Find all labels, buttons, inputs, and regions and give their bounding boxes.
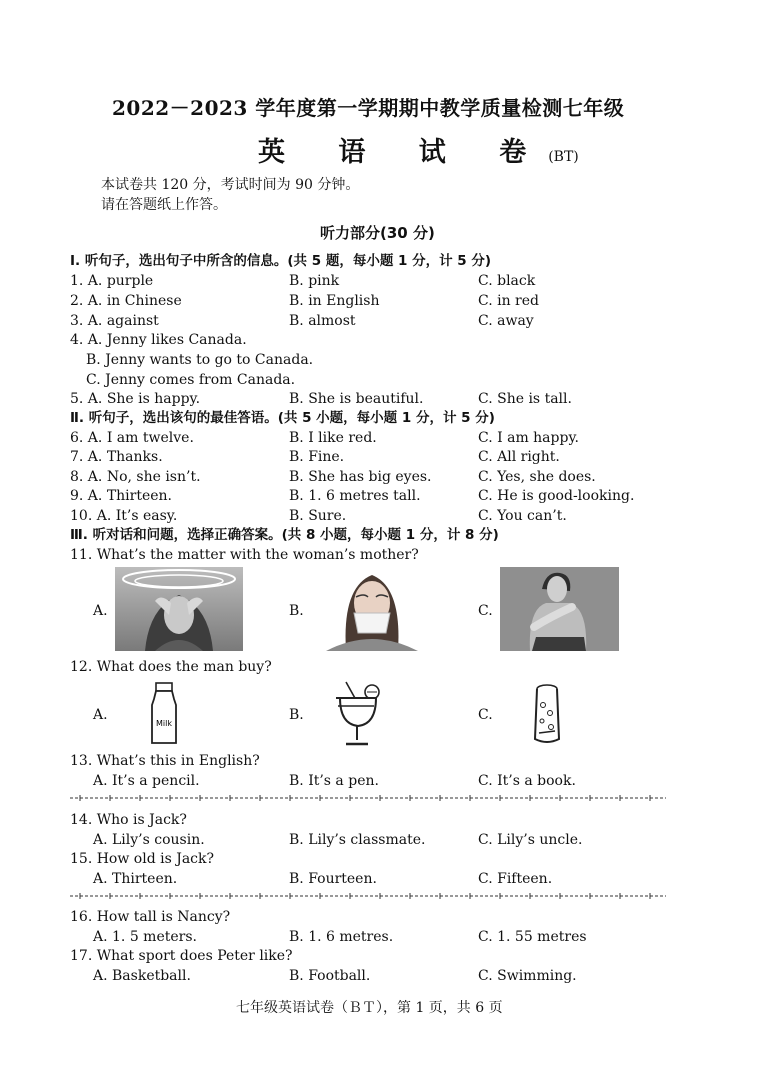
- question-12: 12. What does the man buy?: [70, 659, 272, 675]
- option-b: B. Football.: [289, 968, 371, 984]
- option-b: B.: [289, 603, 304, 619]
- juice-glass-icon: [332, 680, 384, 748]
- shoulder-pain-icon: [500, 567, 619, 651]
- question-13: 13. What’s this in English?: [70, 753, 260, 769]
- option-b: B. Lily’s classmate.: [289, 832, 426, 848]
- option-b: B. almost: [289, 313, 356, 329]
- option-c: C. Jenny comes from Canada.: [86, 372, 296, 388]
- option-c: C.: [478, 707, 493, 723]
- option-b: B.: [289, 707, 304, 723]
- option-b: B. pink: [289, 273, 340, 289]
- sneeze-icon: [306, 567, 438, 651]
- section-heading: Ⅰ. 听句子，选出句子中所含的信息。(共 5 题，每小题 1 分，计 5 分): [70, 253, 492, 269]
- option-a: A. Lily’s cousin.: [93, 832, 205, 848]
- section-heading: Ⅱ. 听句子，选出该句的最佳答语。(共 5 小题，每小题 1 分，计 5 分): [70, 410, 495, 426]
- subject-title: [258, 130, 579, 169]
- option-c: C. Swimming.: [478, 968, 577, 984]
- option-a: 9. A. Thirteen.: [70, 488, 173, 504]
- milk-image: [147, 681, 181, 747]
- section-heading: Ⅲ. 听对话和问题，选择正确答案。(共 8 小题，每小题 1 分，计 8 分): [70, 527, 499, 543]
- option-b: B. 1. 6 metres tall.: [289, 488, 421, 504]
- question-14: 14. Who is Jack?: [70, 812, 187, 828]
- sneezing-image: [306, 567, 438, 651]
- option-b: B. I like red.: [289, 430, 377, 446]
- option-b: B. It’s a pen.: [289, 773, 379, 789]
- option-c: C. Fifteen.: [478, 871, 553, 887]
- headache-image: [115, 567, 243, 651]
- option-b: B. She has big eyes.: [289, 469, 432, 485]
- option-a: 10. A. It’s easy.: [70, 508, 178, 524]
- option-c: C. All right.: [478, 449, 560, 465]
- option-c: C. black: [478, 273, 536, 289]
- option-b: B. in English: [289, 293, 380, 309]
- option-a: 2. A. in Chinese: [70, 293, 182, 309]
- option-a: A. Thirteen.: [93, 871, 178, 887]
- question-11: 11. What’s the matter with the woman’s mother?: [70, 547, 419, 563]
- option-b: B. Jenny wants to go to Canada.: [86, 352, 314, 368]
- option-a: 5. A. She is happy.: [70, 391, 201, 407]
- option-a: 1. A. purple: [70, 273, 154, 289]
- juice-image: [332, 680, 384, 748]
- option-b: B. 1. 6 metres.: [289, 929, 394, 945]
- option-c: C. Lily’s uncle.: [478, 832, 583, 848]
- option-c: C. Yes, she does.: [478, 469, 596, 485]
- option-a: 3. A. against: [70, 313, 159, 329]
- part-title: 听力部分(30 分): [320, 224, 435, 242]
- option-c: C. He is good-looking.: [478, 488, 635, 504]
- option-c: C. I am happy.: [478, 430, 579, 446]
- instruction-line: 本试卷共 120 分，考试时间为 90 分钟。: [101, 177, 360, 193]
- option-a: A.: [93, 707, 108, 723]
- instruction-line: 请在答题纸上作答。: [101, 197, 227, 213]
- headache-icon: [115, 567, 243, 651]
- divider: [70, 793, 666, 803]
- option-a: A. It’s a pencil.: [93, 773, 200, 789]
- option-b: B. She is beautiful.: [289, 391, 424, 407]
- soda-can-image: [530, 681, 564, 747]
- milk-label: Milk: [156, 719, 172, 728]
- option-b: B. Sure.: [289, 508, 347, 524]
- option-c: C. in red: [478, 293, 539, 309]
- option-a: 4. A. Jenny likes Canada.: [70, 332, 247, 348]
- option-b: B. Fine.: [289, 449, 345, 465]
- edition-label: (BT): [548, 149, 579, 165]
- option-c: C. 1. 55 metres: [478, 929, 587, 945]
- question-17: 17. What sport does Peter like?: [70, 948, 293, 964]
- option-a: A.: [93, 603, 108, 619]
- page-footer: 七年级英语试卷（ＢＴ），第 1 页，共 6 页: [236, 1000, 503, 1016]
- option-a: 7. A. Thanks.: [70, 449, 163, 465]
- question-16: 16. How tall is Nancy?: [70, 909, 231, 925]
- option-a: A. Basketball.: [93, 968, 191, 984]
- milk-bottle-icon: [147, 681, 181, 747]
- option-b: B. Fourteen.: [289, 871, 377, 887]
- option-c: C. She is tall.: [478, 391, 572, 407]
- divider: [70, 891, 666, 901]
- subject-name: 英 语 试 卷: [258, 137, 549, 168]
- shoulder-pain-image: [500, 567, 619, 651]
- option-c: C. away: [478, 313, 534, 329]
- option-a: 6. A. I am twelve.: [70, 430, 194, 446]
- option-a: 8. A. No, she isn’t.: [70, 469, 201, 485]
- option-c: C. You can’t.: [478, 508, 567, 524]
- option-c: C. It’s a book.: [478, 773, 576, 789]
- soda-can-icon: [530, 681, 564, 747]
- option-a: A. 1. 5 meters.: [93, 929, 197, 945]
- option-c: C.: [478, 603, 493, 619]
- exam-title: 2022－2023 学年度第一学期期中教学质量检测七年级: [112, 96, 625, 120]
- question-15: 15. How old is Jack?: [70, 851, 215, 867]
